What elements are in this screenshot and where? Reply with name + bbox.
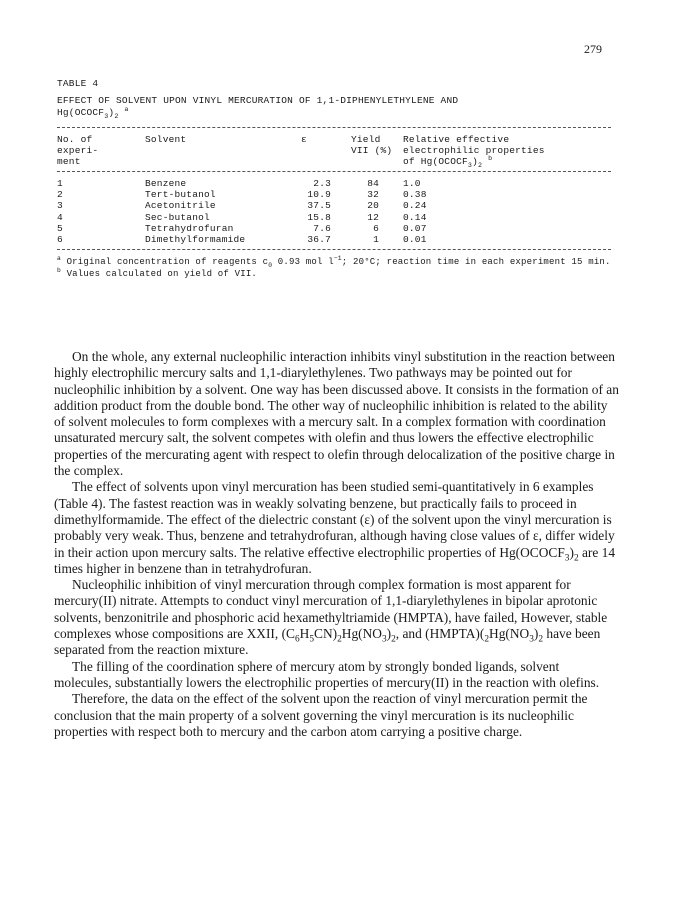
header-relative-mid: ) — [472, 156, 479, 167]
footnote-a-sup: −1 — [333, 255, 342, 263]
header-relative-note: b — [488, 153, 493, 162]
p3-sub: 3 — [381, 634, 387, 645]
p3-text: , and (HMPTA)( — [395, 626, 485, 642]
table-title — [57, 95, 611, 119]
footnote-a-pre: Original concentration of reagents c — [60, 257, 269, 268]
p2-sub1: 3 — [564, 553, 570, 564]
table-row — [57, 234, 611, 245]
paragraph-3 — [54, 577, 620, 658]
table-4 — [57, 78, 611, 280]
table-title-sub: 3 — [104, 111, 109, 120]
header-relative-line2: electrophilic properties — [403, 145, 545, 156]
table-footnotes — [57, 256, 611, 280]
table-title-line1: EFFECT OF SOLVENT UPON VINYL MERCURATION OF 1,1-DIPHENYLETHYLENE AND — [57, 95, 459, 106]
table-title-line2: Hg(OCOCF — [57, 107, 105, 118]
cell-relative: 0.07 — [403, 222, 427, 234]
footnote-a-end: ; 20°C; reaction time in each experiment 15 min. — [341, 257, 611, 268]
cell-epsilon: 10.9 — [307, 189, 331, 201]
header-no: No. of experi- ment — [57, 134, 99, 167]
cell-epsilon: 15.8 — [307, 211, 331, 223]
table-body — [57, 172, 611, 249]
cell-relative: 0.14 — [403, 211, 427, 223]
cell-yield: 84 — [367, 178, 379, 189]
cell-no: 4 — [57, 211, 63, 223]
paragraph-2 — [54, 479, 620, 577]
header-relative-line3: of Hg(OCOCF — [403, 156, 468, 167]
p3-text: ) — [533, 626, 539, 642]
table-bottom-rule — [57, 249, 611, 250]
p3-sub: 6 — [294, 634, 300, 645]
cell-yield: 12 — [367, 211, 379, 223]
cell-no: 5 — [57, 222, 63, 234]
body-text — [54, 349, 620, 740]
cell-epsilon: 37.5 — [307, 200, 331, 212]
header-epsilon: ε — [301, 134, 307, 145]
cell-solvent: Acetonitrile — [145, 200, 216, 212]
cell-solvent: Dimethylformamide — [145, 234, 246, 246]
header-relative-sub2: 2 — [478, 160, 483, 169]
footnote-b — [57, 268, 611, 280]
header-relative-line1: Relative effective — [403, 134, 510, 145]
table-header — [57, 128, 611, 171]
p3-sub: 5 — [309, 634, 315, 645]
cell-solvent: Benzene — [145, 178, 187, 189]
header-solvent: Solvent — [145, 134, 187, 145]
cell-relative: 0.38 — [403, 189, 427, 201]
p3-sub: 2 — [337, 634, 342, 645]
table-label: TABLE 4 — [57, 78, 99, 89]
footnote-a — [57, 256, 611, 268]
table-title-sub2: 2 — [114, 111, 119, 120]
paragraph-1: On the whole, any external nucleophilic interaction inhibits vinyl substitution in the reaction between highly electrophilic mercury salts and 1,1-diarylethylenes. Two pathways may be pointed out for nucleophilic inhibition by a solvent. One way has been discussed above. It consists in the formation of an addition product from the double bond. The other way of nucleophilic inhibition is related to the ability of solvent molecules to form complexes with a mercury salt. In a complex formation with coordination unsaturated mercury salt, the solvent competes with olefin and thus lowers the effective electrophilic properties of the mercurating agent with respect to olefin through delocalization of the positive charge in the complex. — [54, 349, 619, 479]
footnote-a-mid: 0.93 mol l — [272, 257, 334, 268]
cell-no: 2 — [57, 189, 63, 201]
footnote-b-text: Values calculated on yield of VII. — [60, 269, 258, 280]
paragraph-4: The filling of the coordination sphere of mercury atom by strongly bonded ligands, solvent molecules, substantially lowers the electrophilic properties of mercury(II) in the reaction with olefins. — [54, 658, 600, 690]
cell-epsilon: 7.6 — [313, 222, 331, 234]
p3-text-b: have been separated from the reaction mixture. — [54, 626, 601, 658]
cell-epsilon: 36.7 — [307, 234, 331, 246]
cell-no: 6 — [57, 234, 63, 246]
p3-text: ) — [386, 626, 392, 642]
p2-mid: ) — [569, 544, 574, 560]
footnote-a-sub: 0 — [268, 262, 273, 270]
table-row — [57, 189, 611, 200]
header-relative-sub1: 3 — [467, 160, 473, 169]
table-row — [57, 223, 611, 234]
p3-sub: 2 — [391, 634, 396, 645]
page-number: 279 — [584, 42, 602, 56]
p3-text-a: Nucleophilic inhibition of vinyl mercuration through complex formation is most apparent for mercury(II) nitrate. Attempts to conduct vinyl mercuration of 1,1-diarylethylenes in bipolar aprotonic solvents, benzonitrile and phosphoric acid hexamethyltriamide (HMPTA), have failed, However, stable complexes whose compositions are XXII, (C — [54, 577, 608, 642]
cell-solvent: Tert-butanol — [145, 189, 216, 201]
p2-text-a: The effect of solvents upon vinyl mercuration has been studied semi-quantitatively in 6 examples (Table 4). The fastest reaction was in weakly solvating benzene, but practically fails to proceed in dimethylformamide. The effect of the dielectric constant (ε) of the solvent upon the vinyl mercuration is probably very weak. Thus, benzene and tetrahydrofuran, although having close values of ε, differ widely in their action upon mercury salts. The relative effective electrophilic properties of Hg(OCOCF — [54, 479, 615, 560]
cell-epsilon: 2.3 — [313, 178, 331, 189]
table-row — [57, 212, 611, 223]
cell-relative: 0.01 — [403, 234, 427, 246]
p3-sub: 2 — [484, 634, 490, 645]
footnote-b-mark: b — [57, 267, 61, 275]
p3-text: H — [299, 626, 310, 642]
cell-yield: 1 — [373, 234, 379, 246]
header-relative — [393, 134, 611, 167]
p2-text-b: are 14 times higher in benzene than in tetrahydrofuran. — [54, 544, 616, 576]
footnote-a-mark: a — [57, 255, 61, 263]
cell-no: 3 — [57, 200, 63, 212]
table-title-paren: ) — [108, 107, 115, 118]
cell-no: 1 — [57, 178, 63, 189]
cell-yield: 6 — [373, 222, 379, 234]
cell-yield: 32 — [367, 189, 379, 201]
table-row — [57, 178, 611, 189]
cell-solvent: Sec-butanol — [145, 211, 210, 223]
cell-relative: 1.0 — [403, 178, 421, 189]
cell-yield: 20 — [367, 200, 379, 212]
cell-relative: 0.24 — [403, 200, 427, 212]
cell-solvent: Tetrahydrofuran — [145, 222, 234, 234]
p3-text: CN) — [314, 626, 338, 642]
p3-text: Hg(NO — [489, 626, 530, 642]
header-yield: Yield VII (%) — [351, 134, 393, 156]
p3-text: Hg(NO — [341, 626, 382, 642]
table-row — [57, 200, 611, 211]
table-title-note-mark: a — [124, 104, 129, 113]
p2-sub2: 2 — [573, 553, 579, 564]
paragraph-5: Therefore, the data on the effect of the solvent upon the reaction of vinyl mercuration permit the conclusion that the main property of a solvent governing the vinyl mercuration is its nucleophilic properties with respect both to mercury and the carbon atom carrying a positive charge. — [54, 691, 588, 739]
p3-sub: 3 — [529, 634, 534, 645]
p3-sub: 2 — [538, 634, 544, 645]
